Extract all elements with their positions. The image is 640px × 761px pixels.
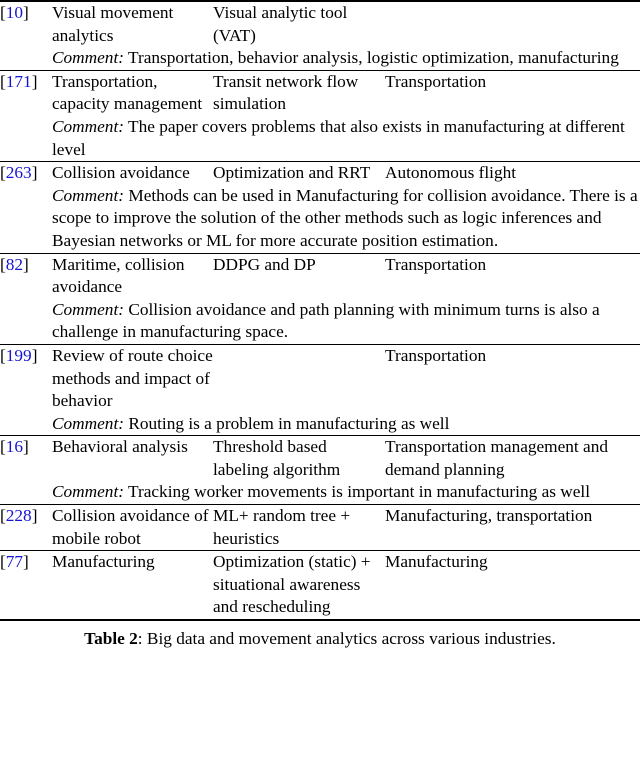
table-row [0,505,640,551]
comment-spacer [0,299,52,345]
row-reference[interactable] [0,505,52,551]
cell-industry: Autonomous flight [385,162,640,185]
citation-link[interactable]: 82 [5,254,24,274]
cell-method: Threshold based labeling algorithm [213,436,385,482]
comment-text: Transportation, behavior analysis, logistic optimization, manufacturing [128,48,619,68]
cell-application-area: Collision avoidance [52,162,213,185]
bracket-close: ] [31,71,38,91]
comment-spacer [0,47,52,70]
cell-industry: Manufacturing [385,551,640,620]
cell-industry [385,1,640,47]
cell-industry: Transportation [385,253,640,299]
table-row [0,551,640,620]
cell-method: Optimization (static) + situational awareness and rescheduling [213,551,385,620]
row-reference[interactable] [0,551,52,620]
comment-label: Comment: [52,413,124,433]
cell-industry: Transportation management and demand planning [385,436,640,482]
table-row [0,344,640,412]
table-comment-row [0,413,640,436]
table-comment-row [0,116,640,162]
cell-method [213,344,385,412]
caption-text: : Big data and movement analytics across various industries. [137,629,556,649]
bracket-close: ] [23,437,29,457]
table-comment-row [0,47,640,70]
comment-spacer [0,185,52,253]
citation-link[interactable]: 171 [5,71,32,91]
bracket-open: [ [0,3,6,22]
cell-method: Transit network flow simulation [213,70,385,116]
row-reference[interactable] [0,162,52,185]
row-reference[interactable] [0,70,52,116]
bracket-open: [ [0,437,6,457]
comment-spacer [0,481,52,504]
comment-spacer [0,116,52,162]
bracket-open: [ [0,506,6,526]
cell-comment [52,185,640,253]
comment-text: Collision avoidance and path planning with minimum turns is also a challenge in manufacturing space. [52,299,600,342]
bracket-open: [ [0,71,6,91]
comment-label: Comment: [52,116,124,136]
citation-link[interactable]: 263 [5,163,32,183]
caption-label: Table 2 [84,629,138,649]
table-row [0,1,640,47]
row-reference[interactable] [0,436,52,482]
cell-industry: Transportation [385,344,640,412]
row-reference[interactable] [0,253,52,299]
cell-industry: Manufacturing, transportation [385,505,640,551]
bracket-close: ] [23,3,29,22]
table-comment-row [0,481,640,504]
bracket-close: ] [31,506,38,526]
cell-comment [52,47,640,70]
bracket-close: ] [23,254,29,274]
bracket-open: [ [0,163,6,183]
bracket-close: ] [31,345,38,365]
comment-text: Methods can be used in Manufacturing for collision avoidance. There is a scope to improve the solution of the other methods such as logic inferences and Bayesian networks or ML for more accurate position estimation. [52,185,638,250]
citation-link[interactable]: 228 [5,506,32,526]
bracket-close: ] [23,552,29,572]
cell-method: Visual analytic tool (VAT) [213,1,385,47]
bracket-open: [ [0,552,6,572]
row-reference[interactable] [0,1,52,47]
citation-link[interactable]: 199 [5,345,32,365]
table-caption [0,621,640,651]
cell-application-area: Manufacturing [52,551,213,620]
cell-comment [52,413,640,436]
table-row [0,70,640,116]
table-row [0,253,640,299]
table-comment-row [0,299,640,345]
comment-label: Comment: [52,185,124,205]
cell-comment [52,116,640,162]
cell-application-area: Review of route choice methods and impact of behavior [52,344,213,412]
comment-label: Comment: [52,299,124,319]
cell-method: Optimization and RRT [213,162,385,185]
bracket-open: [ [0,345,6,365]
cell-method: DDPG and DP [213,253,385,299]
cell-application-area: Transportation, capacity management [52,70,213,116]
cell-comment [52,299,640,345]
citation-link[interactable]: 10 [5,3,24,22]
table-row [0,162,640,185]
table-comment-row [0,185,640,253]
comment-label: Comment: [52,482,124,502]
comment-label: Comment: [52,48,124,68]
cell-industry: Transportation [385,70,640,116]
comment-text: Routing is a problem in manufacturing as well [128,413,450,433]
cell-application-area: Visual movement analytics [52,1,213,47]
citation-link[interactable]: 16 [5,437,24,457]
comment-text: The paper covers problems that also exists in manufacturing at different level [52,116,625,159]
citation-link[interactable]: 77 [5,552,24,572]
bracket-open: [ [0,254,6,274]
cell-application-area: Collision avoidance of mobile robot [52,505,213,551]
cell-application-area: Maritime, collision avoidance [52,253,213,299]
comment-spacer [0,413,52,436]
cell-application-area: Behavioral analysis [52,436,213,482]
comment-text: Tracking worker movements is important in manufacturing as well [128,482,591,502]
row-reference[interactable] [0,344,52,412]
cell-method: ML+ random tree + heuristics [213,505,385,551]
cell-comment [52,481,640,504]
bracket-close: ] [31,163,38,183]
table-row [0,436,640,482]
